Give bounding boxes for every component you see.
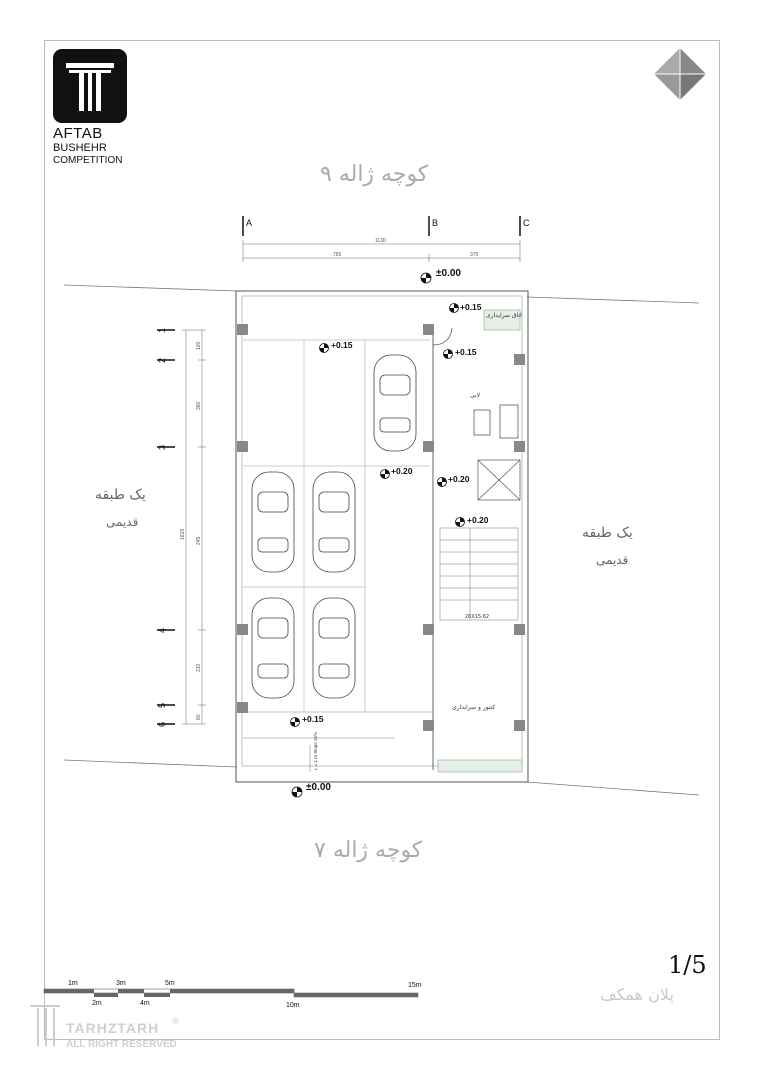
car-2 xyxy=(252,472,294,572)
room-lobby-label: لابی xyxy=(470,392,481,399)
dim-d1: 120 xyxy=(196,341,202,350)
car-4 xyxy=(252,598,294,698)
level-elevator: +0.20 xyxy=(448,474,470,484)
level-entrance-bottom: ±0.00 xyxy=(306,782,331,793)
dim-a-b: 765 xyxy=(333,252,342,258)
dim-b-c: 375 xyxy=(470,252,479,258)
registered-mark: ® xyxy=(172,1016,179,1026)
neighbor-left-sub: قدیمی xyxy=(106,515,139,529)
level-gate-top: +0.15 xyxy=(460,302,482,312)
elevator xyxy=(478,460,520,500)
dim-overall-width: 1130 xyxy=(375,238,386,244)
scale-label-10m: 10m xyxy=(286,1002,300,1009)
scale-label-15m: 15m xyxy=(408,982,422,989)
level-marker-icon xyxy=(450,304,459,313)
room-guard-label: اتاق سرایداری xyxy=(486,312,522,319)
room-meter-label: کنتور و سرایداری xyxy=(452,704,496,711)
level-parking-top: +0.15 xyxy=(331,340,353,350)
cars xyxy=(252,355,416,698)
dim-overall-depth: 1615 xyxy=(180,528,186,540)
neighbor-right-label: یک طبقه xyxy=(582,525,633,541)
level-entrance-top: ±0.00 xyxy=(436,268,461,279)
dim-d3: 245 xyxy=(196,536,202,545)
level-parking-mid: +0.20 xyxy=(391,466,413,476)
street-name-top: کوچه ژاله ۹ xyxy=(320,162,429,187)
staircase xyxy=(440,528,518,620)
copyright-notice: ALL RIGHT RESERVED xyxy=(66,1039,177,1050)
grid-label-4: 4 xyxy=(157,627,167,633)
level-parking-bottom: +0.15 xyxy=(302,714,324,724)
grid-label-5: 5 xyxy=(157,702,167,708)
dim-d5: 80 xyxy=(196,714,202,720)
brand-subtitle: COMPETITION xyxy=(53,155,123,166)
scale-label-1m: 1m xyxy=(68,980,78,987)
car-5 xyxy=(313,598,355,698)
street-name-bottom: کوچه ژاله ۷ xyxy=(314,838,423,863)
sheet-number: 1/5 xyxy=(668,951,707,979)
neighbor-left-label: یک طبقه xyxy=(95,487,146,503)
scale-label-2m: 2m xyxy=(92,1000,102,1007)
ramp-note: L = 1 m Slope 15% xyxy=(313,732,318,770)
scale-label-3m: 3m xyxy=(116,980,126,987)
level-marker-icon xyxy=(320,344,329,353)
scale-label-4m: 4m xyxy=(140,1000,150,1007)
level-marker-icon xyxy=(421,273,431,283)
grid-label-1: 1 xyxy=(157,327,167,333)
level-marker-icon xyxy=(444,350,453,359)
level-marker-icon xyxy=(438,478,447,487)
level-marker-icon xyxy=(456,518,465,527)
car-3 xyxy=(313,472,355,572)
level-lobby: +0.15 xyxy=(455,347,477,357)
sheet-title: پلان همکف xyxy=(600,985,674,1004)
grid-label-b: B xyxy=(432,218,439,228)
grid-label-a: A xyxy=(246,218,253,228)
dim-d4: 310 xyxy=(196,663,202,672)
level-marker-icon xyxy=(291,718,300,727)
level-stair: +0.20 xyxy=(467,515,489,525)
brand-name: AFTAB xyxy=(53,125,103,142)
grid-label-2: 2 xyxy=(157,357,167,363)
grid-label-c: C xyxy=(523,218,530,228)
copyright-brand: TARHZTARH xyxy=(66,1020,160,1036)
scale-bar xyxy=(44,989,418,997)
car-1 xyxy=(374,355,416,451)
brand-city: BUSHEHR xyxy=(53,142,107,154)
copyright-logo-icon xyxy=(30,1006,60,1046)
dim-d2: 360 xyxy=(196,401,202,410)
lobby-furniture xyxy=(433,328,518,438)
grid-label-6: 6 xyxy=(157,721,167,727)
level-marker-icon xyxy=(292,787,302,797)
grid-label-3: 3 xyxy=(157,444,167,450)
level-marker-icon xyxy=(381,470,390,479)
scale-label-5m: 5m xyxy=(165,980,175,987)
neighbor-right-sub: قدیمی xyxy=(596,553,629,567)
hatched-planters xyxy=(438,310,522,772)
stair-note: 20X15.62 xyxy=(465,614,490,620)
